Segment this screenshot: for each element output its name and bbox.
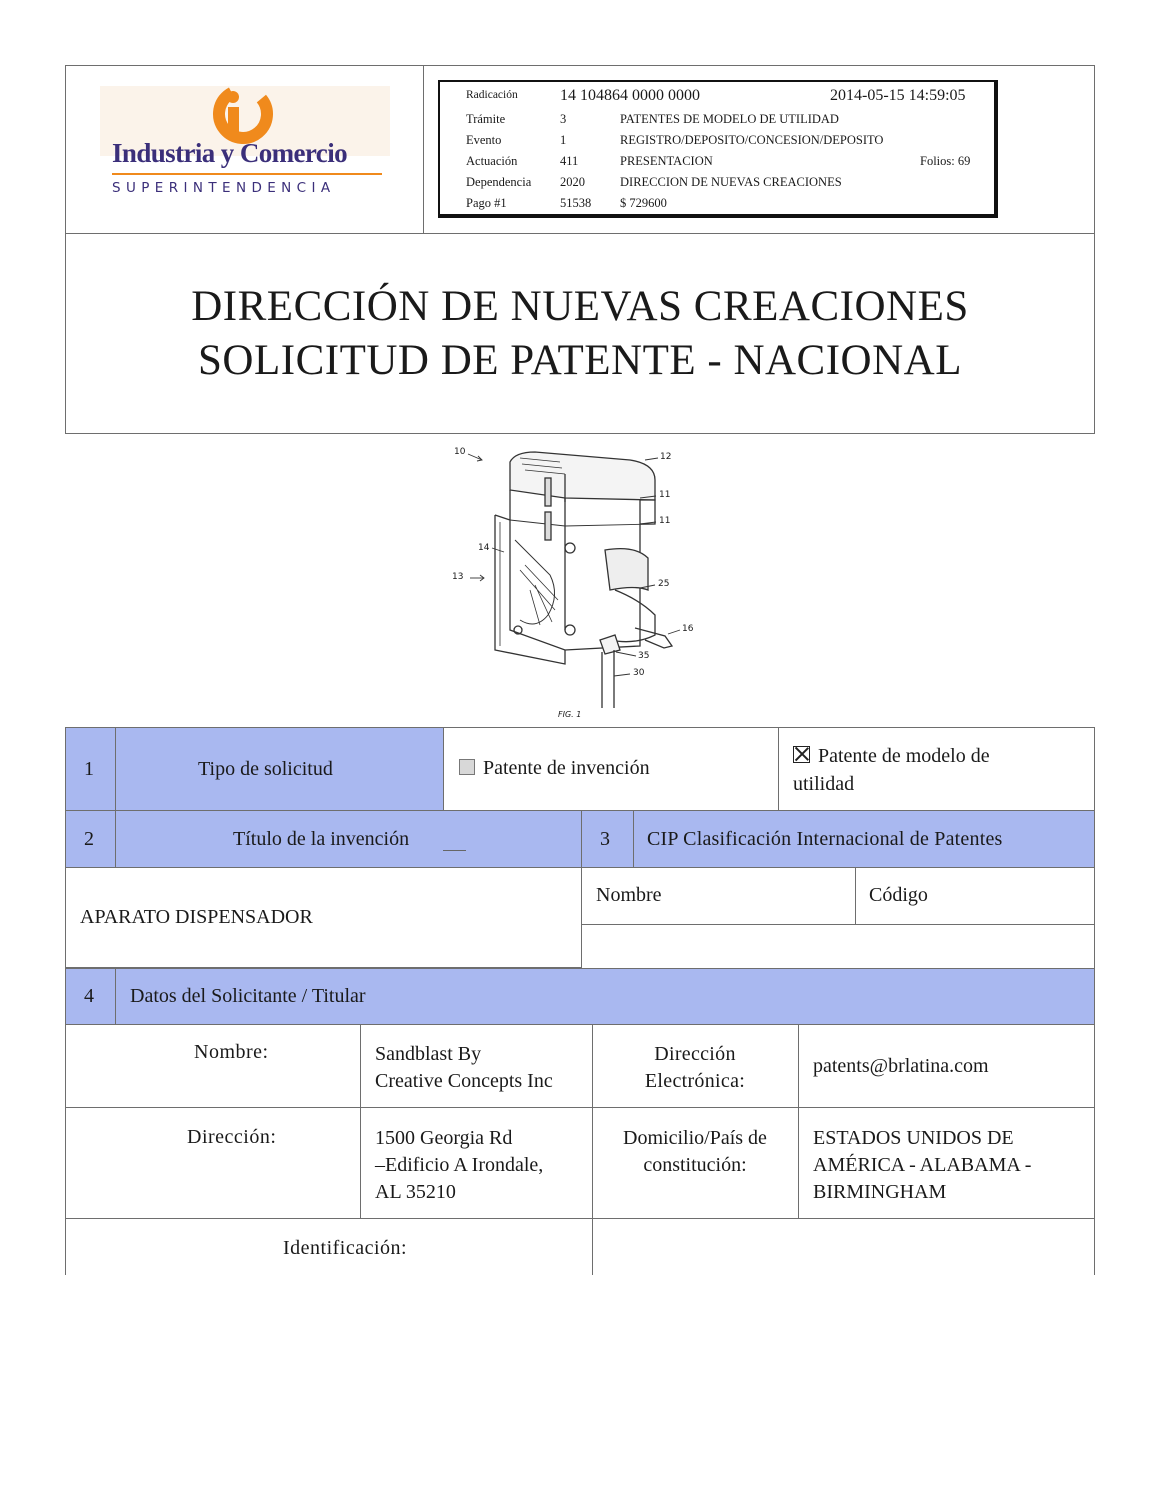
section4-number: 4	[84, 985, 94, 1007]
grid-line	[65, 1218, 1095, 1219]
stamp-radicacion-value: 14 104864 0000 0000	[560, 87, 700, 104]
stamp-tramite-label: Trámite	[466, 112, 506, 126]
identification-label: Identificación:	[283, 1237, 408, 1259]
stamp-dependencia-desc: DIRECCION DE NUEVAS CREACIONES	[620, 175, 842, 189]
option-modelo-utilidad-line1: Patente de modelo de	[818, 745, 990, 767]
option-modelo-utilidad-line2: utilidad	[793, 773, 855, 795]
section2-label-underline	[443, 850, 466, 851]
grid-line	[65, 867, 1095, 868]
dispenser-drawing-icon	[440, 440, 710, 725]
grid-line	[581, 924, 1095, 925]
stamp-actuacion-code: 411	[560, 154, 579, 168]
checkbox-unchecked-icon[interactable]	[459, 759, 475, 775]
header-divider-vertical	[423, 65, 424, 234]
grid-line	[855, 867, 856, 924]
option-patente-invencion[interactable]	[459, 757, 650, 780]
email-value[interactable]: patents@brlatina.com	[813, 1055, 989, 1077]
domicile-label	[600, 1125, 790, 1179]
stamp-evento-code: 1	[560, 133, 567, 147]
logo-brand-line1: Industria y Comercio	[112, 138, 347, 168]
figure-label-16: 16	[682, 624, 694, 634]
figure-label-12: 12	[660, 452, 672, 462]
stamp-radicacion-label: Radicación	[466, 89, 518, 101]
applicant-name-label: Nombre:	[194, 1041, 269, 1063]
figure-label-14: 14	[478, 543, 490, 553]
email-label-line2: Electrónica:	[644, 1070, 746, 1092]
grid-line	[360, 1024, 361, 1219]
section2-number: 2	[84, 828, 94, 850]
address-line2: –Edificio A Irondale,	[375, 1154, 544, 1176]
domicile-line3: BIRMINGHAM	[813, 1181, 947, 1203]
address-label: Dirección:	[187, 1126, 277, 1148]
stamp-tramite-desc: PATENTES DE MODELO DE UTILIDAD	[620, 112, 839, 126]
figure-label-30: 30	[633, 668, 645, 678]
grid-line	[1094, 727, 1095, 1275]
option-modelo-utilidad[interactable]	[793, 742, 990, 798]
figure-label-11a: 11	[659, 490, 671, 500]
grid-line	[65, 1107, 1095, 1108]
section1-label: Tipo de solicitud	[198, 758, 333, 780]
address-line3: AL 35210	[375, 1181, 456, 1203]
email-label	[600, 1041, 790, 1095]
section3-number: 3	[600, 828, 610, 850]
address-line1: 1500 Georgia Rd	[375, 1127, 513, 1149]
section2-label: Título de la invención	[233, 828, 410, 850]
figure-label-35: 35	[638, 651, 650, 661]
grid-line	[798, 1024, 799, 1219]
stamp-actuacion-desc: PRESENTACION	[620, 154, 713, 168]
patent-drawing	[440, 440, 710, 725]
grid-line	[115, 727, 116, 867]
grid-line	[592, 1024, 593, 1275]
domicile-label-line1: Domicilio/País de	[623, 1127, 767, 1149]
grid-line	[65, 1024, 1095, 1025]
section4-label: Datos del Solicitante / Titular	[130, 985, 366, 1007]
grid-line	[115, 968, 116, 1024]
section1-number: 1	[84, 758, 94, 780]
grid-line	[778, 727, 779, 810]
grid-line	[65, 727, 1095, 728]
stamp-pago-code: 51538	[560, 196, 592, 210]
figure-label-10: 10	[454, 447, 466, 457]
logo-underline	[112, 173, 382, 175]
grid-line	[65, 810, 1095, 811]
stamp-tramite-code: 3	[560, 112, 567, 126]
stamp-dependencia-label: Dependencia	[466, 175, 532, 189]
stamp-evento-label: Evento	[466, 133, 502, 147]
figure-label-13: 13	[452, 572, 464, 582]
page-title-line2: SOLICITUD DE PATENTE - NACIONAL	[198, 337, 962, 384]
stamp-pago-label: Pago #1	[466, 196, 507, 210]
grid-line	[443, 727, 444, 810]
applicant-name-line2: Creative Concepts Inc	[375, 1070, 553, 1092]
section3-label: CIP Clasificación Internacional de Patentes	[647, 828, 1003, 850]
grid-line	[581, 810, 582, 968]
cip-column-codigo: Código	[869, 884, 928, 906]
figure-caption: FIG. 1	[558, 710, 582, 719]
address-value	[375, 1125, 543, 1206]
domicile-line1: ESTADOS UNIDOS DE	[813, 1127, 1014, 1149]
stamp-datetime: 2014-05-15 14:59:05	[830, 87, 966, 104]
stamp-pago-amount: $ 729600	[620, 196, 667, 210]
domicile-value	[813, 1125, 1031, 1206]
email-label-line1: Dirección	[654, 1043, 736, 1065]
logo-brand-line2: SUPERINTENDENCIA	[112, 180, 336, 196]
option-patente-invencion-label: Patente de invención	[483, 757, 650, 779]
stamp-folios: Folios: 69	[920, 154, 971, 168]
page-title-line1: DIRECCIÓN DE NUEVAS CREACIONES	[191, 283, 969, 330]
header-divider-horizontal	[65, 233, 1095, 234]
cip-column-nombre: Nombre	[596, 884, 662, 906]
grid-line	[633, 810, 634, 867]
invention-title-value: APARATO DISPENSADOR	[80, 906, 313, 928]
stamp-dependencia-code: 2020	[560, 175, 585, 189]
domicile-line2: AMÉRICA - ALABAMA -	[813, 1154, 1032, 1176]
page-title	[66, 280, 1094, 388]
sic-logo	[100, 86, 390, 206]
applicant-name-value	[375, 1041, 553, 1095]
checkbox-checked-icon[interactable]	[793, 746, 810, 763]
stamp-actuacion-label: Actuación	[466, 154, 518, 168]
filing-stamp	[438, 80, 998, 218]
applicant-name-line1: Sandblast By	[375, 1043, 482, 1065]
grid-line	[65, 968, 1095, 969]
figure-label-11b: 11	[659, 516, 671, 526]
stamp-evento-desc: REGISTRO/DEPOSITO/CONCESION/DEPOSITO	[620, 133, 884, 147]
grid-line	[65, 727, 66, 1275]
domicile-label-line2: constitución:	[643, 1154, 747, 1176]
figure-label-25: 25	[658, 579, 670, 589]
